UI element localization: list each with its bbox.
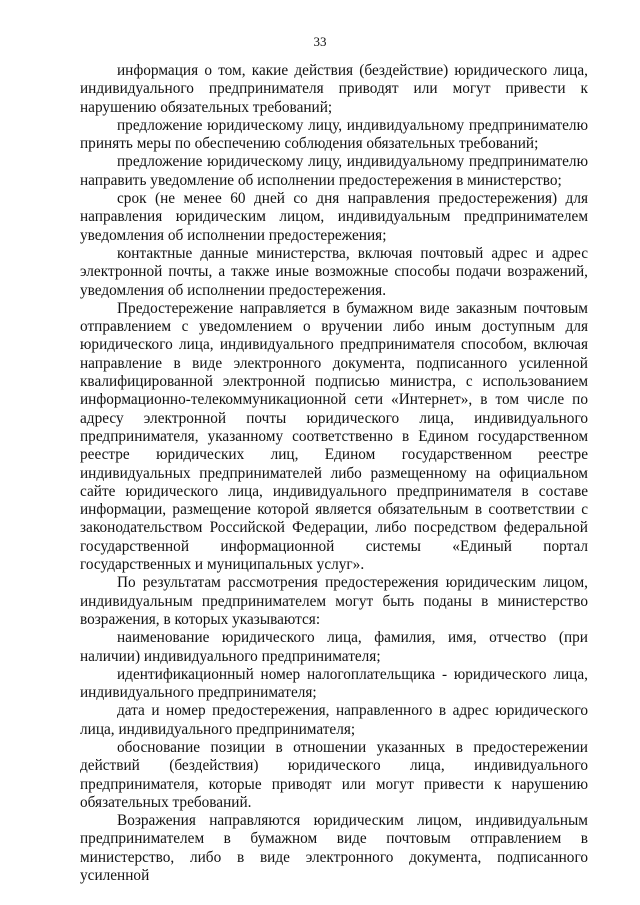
paragraph-contacts: контактные данные министерства, включая почтовый адрес и адрес электронной почты, а также иные возможные способы подачи возражений, уведомления об исполнении предостережения. (80, 244, 588, 299)
paragraph-objection-grounds: обоснование позиции в отношении указанных в предостережении действий (бездействия) юридического лица, индивидуального предпринимателя, которые приводят или могут привести к нарушению обязательных требований. (80, 738, 588, 811)
paragraph-objections-intro: По результатам рассмотрения предостережения юридическим лицом, индивидуальным предпринимателем могут быть поданы в министерство возражения, в которых указываются: (80, 574, 588, 628)
paragraph-delivery: Предостережение направляется в бумажном виде заказным почтовым отправлением с уведомлением о вручении либо иным доступным для юридического лица, индивидуального предпринимателя способом, включая направление в виде электронного документа, подписанного усиленной квалифицированной электронной подписью министра, с использованием информационно-телекоммуникационной сети «Интернет», в том числе по адресу электронной почты юридического лица, индивидуального предпринимателя, указанному соответственно в Едином государственном реестре юридических лиц, Едином государственном реестре индивидуальных предпринимателей либо размещенному на официальном сайте юридического лица, индивидуального предпринимателя в составе информации, размещение которой является обязательным в соответствии с законодательством Российской Федерации, либо посредством федеральной государственной информационной системы «Единый портал государственных и муниципальных услуг». (80, 299, 588, 574)
page-body (80, 62, 588, 885)
paragraph-objection-date: дата и номер предостережения, направленного в адрес юридического лица, индивидуального предпринимателя; (80, 702, 588, 738)
paragraph-objection-delivery: Возражения направляются юридическим лицом, индивидуальным предпринимателем в бумажном виде почтовым отправлением в министерство, либо в виде электронного документа, подписанного усиленной (80, 812, 588, 885)
paragraph-deadline: срок (не менее 60 дней со дня направления предостережения) для направления юридическим лицом, индивидуальным предпринимателем уведомления об исполнении предостережения; (80, 190, 588, 244)
paragraph-objection-inn: идентификационный номер налогоплательщика - юридического лица, индивидуального предпринимателя; (80, 665, 588, 702)
paragraph-objection-name: наименование юридического лица, фамилия, имя, отчество (при наличии) индивидуального предпринимателя; (80, 629, 588, 665)
paragraph-warning-info: информация о том, какие действия (бездействие) юридического лица, индивидуального предпринимателя приводят или могут привести к нарушению обязательных требований; (80, 62, 588, 116)
page-number: 33 (313, 34, 327, 49)
paragraph-proposal-measures: предложение юридическому лицу, индивидуальному предпринимателю принять меры по обеспечению соблюдения обязательных требований; (80, 116, 588, 153)
paragraph-proposal-notice: предложение юридическому лицу, индивидуальному предпринимателю направить уведомление об исполнении предостережения в министерство; (80, 153, 588, 189)
